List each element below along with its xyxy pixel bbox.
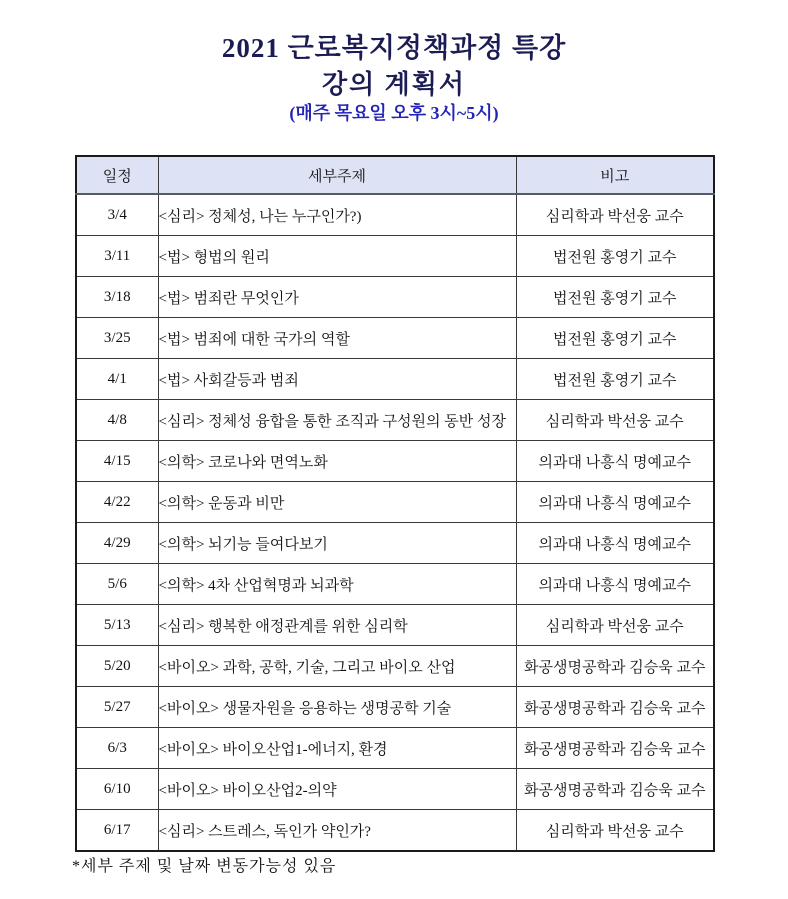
schedule-date-cell: 5/20 [76, 646, 158, 687]
topic-cell: <의학> 뇌기능 들여다보기 [158, 523, 516, 564]
table-row [76, 646, 714, 687]
topic-cell: <법> 범죄에 대한 국가의 역할 [158, 318, 516, 359]
note-cell: 의과대 나흥식 명예교수 [516, 482, 714, 523]
table-row [76, 318, 714, 359]
topic-cell: <심리> 행복한 애정관계를 위한 심리학 [158, 605, 516, 646]
table-row [76, 400, 714, 441]
table-row [76, 236, 714, 277]
schedule-date-cell: 4/15 [76, 441, 158, 482]
schedule-date-cell: 5/13 [76, 605, 158, 646]
table-row [76, 523, 714, 564]
topic-cell: <바이오> 생물자원을 응용하는 생명공학 기술 [158, 687, 516, 728]
note-cell: 화공생명공학과 김승욱 교수 [516, 769, 714, 810]
table-header-row [76, 156, 714, 194]
topic-cell: <법> 범죄란 무엇인가 [158, 277, 516, 318]
schedule-date-cell: 5/6 [76, 564, 158, 605]
table-row [76, 359, 714, 400]
schedule-date-cell: 4/22 [76, 482, 158, 523]
table-row [76, 687, 714, 728]
note-cell: 화공생명공학과 김승욱 교수 [516, 728, 714, 769]
table-row [76, 810, 714, 852]
schedule-date-cell: 3/25 [76, 318, 158, 359]
note-cell: 심리학과 박선웅 교수 [516, 810, 714, 852]
note-cell: 화공생명공학과 김승욱 교수 [516, 646, 714, 687]
topic-cell: <바이오> 바이오산업1-에너지, 환경 [158, 728, 516, 769]
schedule-date-cell: 6/3 [76, 728, 158, 769]
schedule-date-cell: 4/29 [76, 523, 158, 564]
schedule-time-note: (매주 목요일 오후 3시~5시) [289, 103, 499, 123]
note-cell: 의과대 나흥식 명예교수 [516, 564, 714, 605]
topic-cell: <법> 사회갈등과 범죄 [158, 359, 516, 400]
table-row [76, 441, 714, 482]
topic-cell: <심리> 정체성 융합을 통한 조직과 구성원의 동반 성장 [158, 400, 516, 441]
table-row [76, 769, 714, 810]
table-row [76, 605, 714, 646]
topic-cell: <심리> 스트레스, 독인가 약인가? [158, 810, 516, 852]
schedule-date-cell: 6/17 [76, 810, 158, 852]
column-header-topic: 세부주제 [158, 156, 516, 194]
table-row [76, 564, 714, 605]
topic-cell: <의학> 운동과 비만 [158, 482, 516, 523]
schedule-date-cell: 3/4 [76, 194, 158, 236]
document-subtitle-heading: 강의 계획서 [321, 70, 467, 99]
topic-cell: <의학> 코로나와 면역노화 [158, 441, 516, 482]
change-notice-footnote: *세부 주제 및 날짜 변동가능성 있음 [72, 858, 337, 875]
table-row [76, 728, 714, 769]
topic-cell: <법> 형법의 원리 [158, 236, 516, 277]
note-cell: 법전원 홍영기 교수 [516, 277, 714, 318]
document-title: 2021 근로복지정책과정 특강 [221, 33, 567, 63]
topic-cell: <바이오> 과학, 공학, 기술, 그리고 바이오 산업 [158, 646, 516, 687]
topic-cell: <의학> 4차 산업혁명과 뇌과학 [158, 564, 516, 605]
note-cell: 의과대 나흥식 명예교수 [516, 441, 714, 482]
column-header-note: 비고 [516, 156, 714, 194]
note-cell: 심리학과 박선웅 교수 [516, 400, 714, 441]
note-cell: 법전원 홍영기 교수 [516, 318, 714, 359]
note-cell: 의과대 나흥식 명예교수 [516, 523, 714, 564]
topic-cell: <바이오> 바이오산업2-의약 [158, 769, 516, 810]
note-cell: 법전원 홍영기 교수 [516, 359, 714, 400]
note-cell: 심리학과 박선웅 교수 [516, 194, 714, 236]
lecture-schedule-table [75, 155, 715, 852]
schedule-date-cell: 3/18 [76, 277, 158, 318]
table-row [76, 482, 714, 523]
schedule-date-cell: 4/1 [76, 359, 158, 400]
note-cell: 법전원 홍영기 교수 [516, 236, 714, 277]
column-header-date: 일정 [76, 156, 158, 194]
schedule-date-cell: 6/10 [76, 769, 158, 810]
schedule-date-cell: 4/8 [76, 400, 158, 441]
note-cell: 심리학과 박선웅 교수 [516, 605, 714, 646]
table-row [76, 277, 714, 318]
topic-cell: <심리> 정체성, 나는 누구인가?) [158, 194, 516, 236]
note-cell: 화공생명공학과 김승욱 교수 [516, 687, 714, 728]
schedule-date-cell: 5/27 [76, 687, 158, 728]
table-row [76, 194, 714, 236]
table-body [76, 194, 714, 851]
schedule-date-cell: 3/11 [76, 236, 158, 277]
